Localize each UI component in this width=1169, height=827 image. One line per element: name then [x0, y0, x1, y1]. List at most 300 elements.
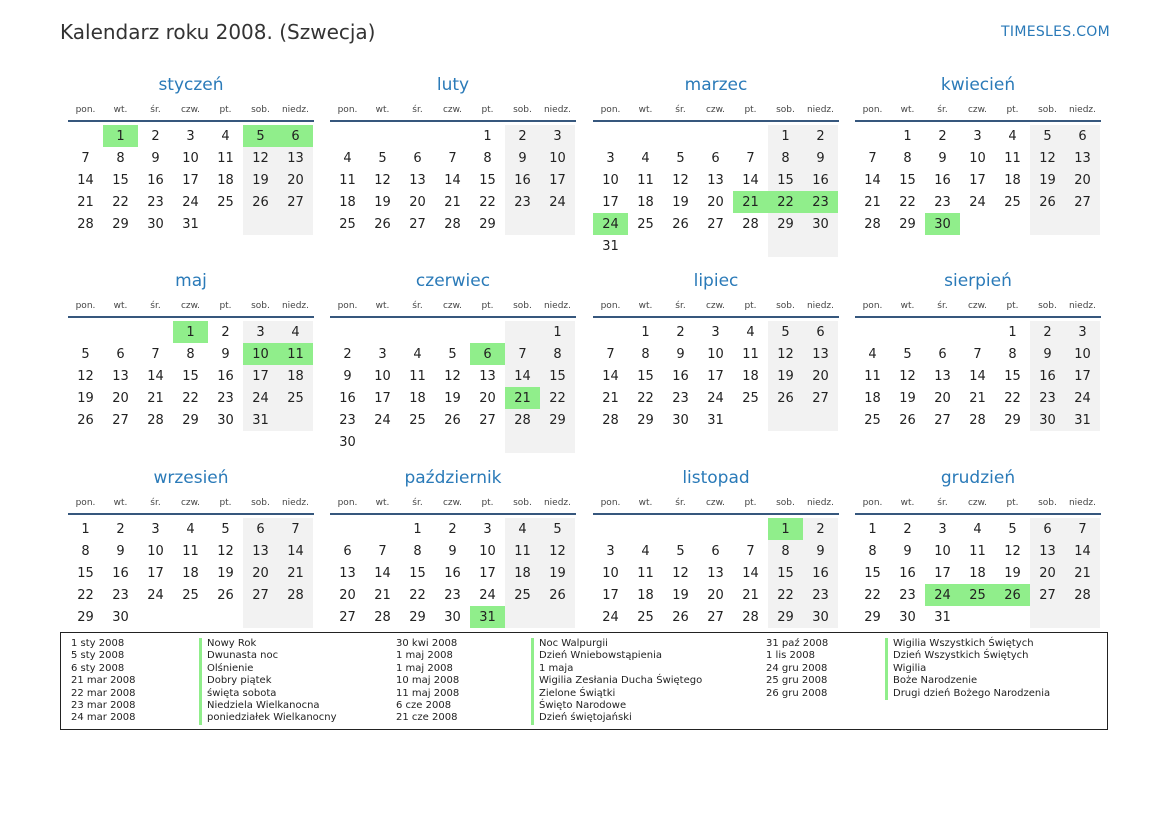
holiday-day: 30 [925, 213, 960, 235]
day-cell: 19 [672, 194, 689, 210]
holiday-name: Dzień Wniebowstąpienia [531, 650, 702, 662]
weekday-label: czw. [442, 105, 463, 115]
empty-cell [733, 518, 768, 540]
day-cell: 4 [221, 128, 230, 144]
day-cell: 19 [444, 390, 461, 406]
day-cell: 25 [409, 412, 426, 428]
day-cell: 6 [116, 346, 125, 362]
empty-cell [505, 213, 540, 235]
day-cell: 20 [339, 587, 356, 603]
day-cell: 24 [969, 194, 986, 210]
day-cell: 27 [339, 609, 356, 625]
month-block [330, 74, 576, 235]
day-cell: 14 [1065, 540, 1100, 562]
empty-cell [365, 321, 400, 343]
day-cell: 26 [1030, 191, 1065, 213]
weekday-label: wt. [638, 301, 653, 311]
holiday-date: 21 mar 2008 [71, 675, 136, 687]
day-cell: 18 [864, 390, 881, 406]
day-cell: 21 [77, 194, 94, 210]
day-cell: 24 [602, 609, 619, 625]
holiday-name: Nowy Rok [199, 638, 337, 650]
day-cell: 4 [973, 521, 982, 537]
empty-cell [243, 606, 278, 628]
day-cell: 10 [707, 346, 724, 362]
day-cell: 30 [339, 434, 356, 450]
empty-cell [435, 321, 470, 343]
day-cell: 10 [934, 543, 951, 559]
weekday-label: sob. [776, 301, 795, 311]
weekday-label: sob. [513, 105, 532, 115]
holiday-name: Niedziela Wielkanocna [199, 700, 337, 712]
weekday-label: sob. [776, 105, 795, 115]
weekday-label: niedz. [543, 105, 572, 115]
day-cell: 4 [278, 321, 313, 343]
weekday-label: sob. [513, 498, 532, 508]
weekday-label: sob. [1038, 301, 1057, 311]
weekday-header [593, 100, 839, 122]
day-cell: 1 [641, 324, 650, 340]
day-cell: 18 [217, 172, 234, 188]
day-cell: 11 [409, 368, 426, 384]
month-block [593, 467, 839, 628]
weekday-label: niedz. [281, 498, 310, 508]
weekday-label: śr. [412, 301, 423, 311]
day-cell: 19 [243, 169, 278, 191]
day-cell: 22 [637, 390, 654, 406]
day-cell: 6 [1030, 518, 1065, 540]
weekday-label: pon. [600, 301, 621, 311]
day-grid [593, 125, 839, 257]
weekday-label: pt. [1006, 105, 1019, 115]
day-cell: 13 [1065, 147, 1100, 169]
weekday-label: śr. [150, 105, 161, 115]
day-cell: 24 [374, 412, 391, 428]
day-cell: 22 [409, 587, 426, 603]
day-cell: 16 [147, 172, 164, 188]
month-block [855, 270, 1101, 431]
weekday-header [330, 296, 576, 318]
day-cell: 9 [1030, 343, 1065, 365]
day-cell: 17 [707, 368, 724, 384]
day-cell: 3 [606, 543, 615, 559]
holiday-day: 21 [505, 387, 540, 409]
weekday-label: śr. [675, 301, 686, 311]
weekday-label: wt. [900, 105, 915, 115]
holiday-date: 23 mar 2008 [71, 700, 136, 712]
day-cell: 29 [899, 216, 916, 232]
day-cell: 7 [81, 150, 90, 166]
day-cell: 26 [374, 216, 391, 232]
month-block [855, 467, 1101, 628]
day-cell: 1 [868, 521, 877, 537]
day-cell: 27 [243, 584, 278, 606]
day-cell: 16 [899, 565, 916, 581]
day-cell: 5 [676, 543, 685, 559]
day-cell: 10 [374, 368, 391, 384]
holiday-name: poniedziałek Wielkanocny [199, 712, 337, 724]
holiday-day: 10 [243, 343, 278, 365]
empty-cell [505, 321, 540, 343]
weekday-label: niedz. [281, 301, 310, 311]
empty-cell [470, 431, 505, 453]
day-cell: 18 [182, 565, 199, 581]
holiday-day: 26 [995, 584, 1030, 606]
day-cell: 3 [606, 150, 615, 166]
day-cell: 21 [374, 587, 391, 603]
day-cell: 26 [768, 387, 803, 409]
holiday-name: Dzień Wszystkich Świętych [885, 650, 1050, 662]
empty-cell [960, 321, 995, 343]
day-cell: 31 [602, 238, 619, 254]
day-cell: 12 [540, 540, 575, 562]
day-cell: 3 [483, 521, 492, 537]
day-cell: 4 [343, 150, 352, 166]
day-cell: 17 [182, 172, 199, 188]
weekday-label: niedz. [543, 301, 572, 311]
day-cell: 30 [112, 609, 129, 625]
holiday-name: święta sobota [199, 688, 337, 700]
day-cell: 1 [903, 128, 912, 144]
holiday-date: 10 maj 2008 [396, 675, 460, 687]
day-cell: 11 [217, 150, 234, 166]
day-cell: 28 [1065, 584, 1100, 606]
empty-cell [698, 518, 733, 540]
weekday-label: czw. [180, 105, 201, 115]
day-cell: 25 [217, 194, 234, 210]
weekday-label: pt. [1006, 498, 1019, 508]
weekday-label: wt. [375, 105, 390, 115]
holiday-day: 31 [470, 606, 505, 628]
day-cell: 9 [676, 346, 685, 362]
holiday-date: 6 cze 2008 [396, 700, 452, 712]
day-cell: 13 [707, 565, 724, 581]
weekday-label: czw. [705, 498, 726, 508]
day-cell: 7 [746, 150, 755, 166]
day-cell: 17 [374, 390, 391, 406]
day-cell: 26 [444, 412, 461, 428]
day-cell: 2 [116, 521, 125, 537]
weekday-label: czw. [180, 301, 201, 311]
day-cell: 23 [672, 390, 689, 406]
holiday-day: 5 [243, 125, 278, 147]
month-block [68, 74, 314, 235]
day-cell: 29 [77, 609, 94, 625]
day-cell: 28 [278, 584, 313, 606]
month-block [330, 270, 576, 453]
day-cell: 29 [768, 213, 803, 235]
weekday-header [68, 296, 314, 318]
day-cell: 11 [969, 543, 986, 559]
holiday-day: 6 [278, 125, 313, 147]
month-name: wrzesień [153, 468, 229, 488]
empty-cell [400, 321, 435, 343]
day-cell: 21 [1065, 562, 1100, 584]
day-cell: 11 [637, 565, 654, 581]
holiday-day: 21 [733, 191, 768, 213]
weekday-label: niedz. [1068, 105, 1097, 115]
day-grid [330, 321, 576, 453]
day-cell: 8 [768, 540, 803, 562]
month-block [68, 467, 314, 628]
empty-cell [960, 606, 995, 628]
day-cell: 7 [278, 518, 313, 540]
day-cell: 24 [540, 191, 575, 213]
day-cell: 25 [1004, 194, 1021, 210]
day-cell: 7 [973, 346, 982, 362]
day-cell: 19 [374, 194, 391, 210]
empty-cell [540, 606, 575, 628]
day-cell: 20 [707, 194, 724, 210]
day-cell: 18 [339, 194, 356, 210]
day-cell: 23 [899, 587, 916, 603]
day-cell: 9 [903, 543, 912, 559]
day-cell: 24 [182, 194, 199, 210]
weekday-label: wt. [113, 498, 128, 508]
day-cell: 30 [672, 412, 689, 428]
day-cell: 30 [1030, 409, 1065, 431]
day-cell: 17 [243, 365, 278, 387]
day-cell: 21 [602, 390, 619, 406]
month-name: marzec [684, 75, 748, 95]
day-cell: 20 [1065, 169, 1100, 191]
day-cell: 2 [505, 125, 540, 147]
day-cell: 4 [186, 521, 195, 537]
holiday-names-column [199, 638, 337, 725]
weekday-label: pon. [600, 498, 621, 508]
day-cell: 9 [221, 346, 230, 362]
empty-cell [400, 125, 435, 147]
day-cell: 5 [1030, 125, 1065, 147]
holiday-day: 1 [103, 125, 138, 147]
weekday-label: śr. [150, 301, 161, 311]
weekday-label: sob. [1038, 105, 1057, 115]
day-cell: 6 [243, 518, 278, 540]
day-cell: 28 [505, 409, 540, 431]
day-cell: 20 [112, 390, 129, 406]
empty-cell [960, 213, 995, 235]
day-cell: 8 [1008, 346, 1017, 362]
weekday-label: wt. [900, 301, 915, 311]
weekday-header [68, 100, 314, 122]
day-cell: 18 [637, 194, 654, 210]
weekday-label: pt. [481, 301, 494, 311]
empty-cell [995, 606, 1030, 628]
day-cell: 2 [1030, 321, 1065, 343]
day-cell: 4 [641, 150, 650, 166]
day-cell: 15 [112, 172, 129, 188]
day-cell: 28 [742, 609, 759, 625]
empty-cell [540, 213, 575, 235]
day-cell: 8 [483, 150, 492, 166]
holiday-name: Dobry piątek [199, 675, 337, 687]
day-cell: 8 [903, 150, 912, 166]
day-cell: 1 [483, 128, 492, 144]
day-cell: 23 [444, 587, 461, 603]
weekday-header [855, 296, 1101, 318]
weekday-label: pt. [744, 105, 757, 115]
day-cell: 12 [243, 147, 278, 169]
day-cell: 20 [278, 169, 313, 191]
day-cell: 23 [339, 412, 356, 428]
day-cell: 13 [1030, 540, 1065, 562]
empty-cell [330, 321, 365, 343]
day-cell: 21 [147, 390, 164, 406]
day-cell: 17 [479, 565, 496, 581]
day-cell: 3 [151, 521, 160, 537]
day-cell: 25 [742, 390, 759, 406]
day-cell: 22 [540, 387, 575, 409]
day-cell: 9 [803, 540, 838, 562]
empty-cell [208, 606, 243, 628]
day-cell: 18 [969, 565, 986, 581]
weekday-label: śr. [937, 301, 948, 311]
day-cell: 20 [803, 365, 838, 387]
weekday-header [855, 100, 1101, 122]
day-cell: 10 [540, 147, 575, 169]
day-cell: 20 [707, 587, 724, 603]
day-cell: 16 [803, 169, 838, 191]
weekday-header [68, 493, 314, 515]
holiday-date: 6 sty 2008 [71, 662, 125, 674]
weekday-label: czw. [705, 105, 726, 115]
day-cell: 26 [540, 584, 575, 606]
day-cell: 15 [77, 565, 94, 581]
day-cell: 24 [243, 387, 278, 409]
day-cell: 31 [1065, 409, 1100, 431]
day-cell: 29 [540, 409, 575, 431]
month-block [68, 270, 314, 431]
day-cell: 19 [768, 365, 803, 387]
day-cell: 24 [147, 587, 164, 603]
day-cell: 15 [637, 368, 654, 384]
weekday-header [855, 493, 1101, 515]
day-cell: 4 [868, 346, 877, 362]
weekday-label: śr. [412, 498, 423, 508]
empty-cell [540, 431, 575, 453]
empty-cell [733, 409, 768, 431]
weekday-label: wt. [375, 498, 390, 508]
holiday-name: Drugi dzień Bożego Narodzenia [885, 688, 1050, 700]
day-cell: 26 [899, 412, 916, 428]
day-cell: 19 [1030, 169, 1065, 191]
day-cell: 16 [505, 169, 540, 191]
day-cell: 7 [448, 150, 457, 166]
empty-cell [365, 518, 400, 540]
empty-cell [435, 125, 470, 147]
day-cell: 5 [768, 321, 803, 343]
day-cell: 19 [899, 390, 916, 406]
empty-cell [733, 235, 768, 257]
day-cell: 27 [707, 216, 724, 232]
month-block [593, 270, 839, 431]
day-cell: 18 [505, 562, 540, 584]
day-cell: 26 [217, 587, 234, 603]
day-cell: 24 [707, 390, 724, 406]
day-cell: 12 [768, 343, 803, 365]
day-cell: 18 [278, 365, 313, 387]
weekday-label: śr. [675, 105, 686, 115]
empty-cell [505, 606, 540, 628]
holiday-day: 22 [768, 191, 803, 213]
weekday-label: sob. [513, 301, 532, 311]
day-cell: 3 [973, 128, 982, 144]
day-cell: 31 [707, 412, 724, 428]
weekday-label: pt. [744, 301, 757, 311]
day-cell: 8 [641, 346, 650, 362]
weekday-label: czw. [442, 498, 463, 508]
weekday-label: pon. [75, 105, 96, 115]
holiday-dates-column [71, 638, 136, 725]
weekday-label: niedz. [1068, 301, 1097, 311]
day-cell: 15 [479, 172, 496, 188]
day-cell: 10 [147, 543, 164, 559]
day-cell: 29 [637, 412, 654, 428]
day-cell: 12 [77, 368, 94, 384]
day-cell: 4 [1008, 128, 1017, 144]
empty-cell [138, 321, 173, 343]
day-cell: 21 [864, 194, 881, 210]
day-cell: 16 [444, 565, 461, 581]
day-cell: 14 [444, 172, 461, 188]
day-cell: 25 [505, 584, 540, 606]
day-cell: 11 [1004, 150, 1021, 166]
holiday-name: Wigilia [885, 663, 1050, 675]
empty-cell [663, 518, 698, 540]
day-cell: 3 [711, 324, 720, 340]
holiday-date: 1 maj 2008 [396, 650, 453, 662]
holiday-name: Noc Walpurgii [531, 638, 702, 650]
day-cell: 15 [409, 565, 426, 581]
day-cell: 25 [864, 412, 881, 428]
day-cell: 10 [479, 543, 496, 559]
day-grid [593, 321, 839, 431]
empty-cell [1065, 213, 1100, 235]
holiday-date: 30 kwi 2008 [396, 638, 458, 649]
day-grid [68, 321, 314, 431]
weekday-label: wt. [113, 301, 128, 311]
site-link[interactable]: TIMESLES.COM [1001, 24, 1110, 40]
day-cell: 1 [540, 321, 575, 343]
day-cell: 7 [378, 543, 387, 559]
day-cell: 14 [505, 365, 540, 387]
holiday-date: 21 cze 2008 [396, 712, 458, 724]
day-cell: 9 [448, 543, 457, 559]
day-cell: 19 [1004, 565, 1021, 581]
holiday-day: 24 [593, 213, 628, 235]
day-cell: 12 [217, 543, 234, 559]
day-cell: 6 [413, 150, 422, 166]
empty-cell [698, 235, 733, 257]
day-cell: 23 [112, 587, 129, 603]
day-cell: 24 [1065, 387, 1100, 409]
day-cell: 22 [77, 587, 94, 603]
day-cell: 11 [182, 543, 199, 559]
weekday-label: śr. [675, 498, 686, 508]
day-cell: 12 [1004, 543, 1021, 559]
empty-cell [435, 431, 470, 453]
day-cell: 1 [1008, 324, 1017, 340]
day-cell: 23 [803, 584, 838, 606]
day-cell: 20 [409, 194, 426, 210]
empty-cell [593, 321, 628, 343]
holiday-day: 6 [470, 343, 505, 365]
empty-cell [628, 125, 663, 147]
holiday-name: Święto Narodowe [531, 700, 702, 712]
holiday-day: 1 [173, 321, 208, 343]
empty-cell [663, 125, 698, 147]
day-cell: 29 [1004, 412, 1021, 428]
